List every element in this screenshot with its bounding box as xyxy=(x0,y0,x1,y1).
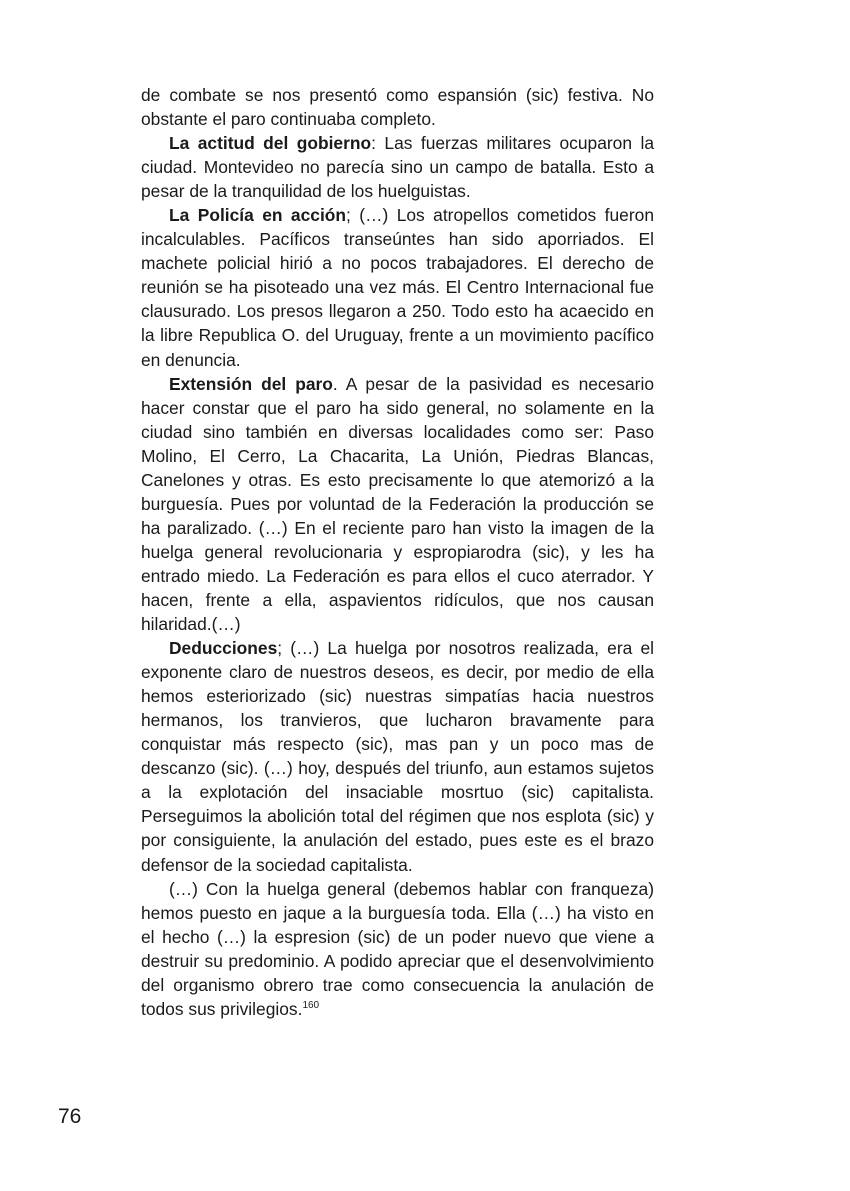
paragraph-text: : Las fuerzas militares ocuparon la ciudad. Montevideo no parecía sino un campo de batalla. Esto a pesar de la tranquilidad de los huelguistas. xyxy=(141,133,654,202)
paragraph-strike-extension xyxy=(141,372,654,637)
paragraph-police-action xyxy=(141,203,654,371)
paragraph-general-strike xyxy=(141,877,654,1021)
section-heading: La Policía en acción xyxy=(169,205,347,226)
paragraph-text: . A pesar de la pasividad es necesario hacer constar que el paro ha sido general, no solamente en la ciudad sino también en diversas localidades como ser: Paso Molino, El Cerro, La Chacarita, La Unión, Piedras Blancas, Canelones y otras. Es esto precisamente lo que atemorizó a la burguesía. Pues por voluntad de la Federación la producción se ha paralizado. (…) En el reciente paro han visto la imagen de la huelga general revolucionaria y espropiarodra (sic), y les ha entrado miedo. La Federación es para ellos el cuco aterrador. Y hacen, frente a ella, aspavientos ridículos, que nos causan hilaridad.(…) xyxy=(141,373,654,635)
paragraph-text: de combate se nos presentó como espansión (sic) festiva. No obstante el paro continuaba completo. xyxy=(141,85,654,130)
footnote-marker[interactable]: 160 xyxy=(302,999,320,1011)
paragraph-government-attitude xyxy=(141,131,654,203)
section-heading: Extensión del paro xyxy=(169,373,333,394)
paragraph-text: (…) Con la huelga general (debemos hablar con franqueza) hemos puesto en jaque a la burguesía toda. Ella (…) ha visto en el hecho (…) la espresion (sic) de un poder nuevo que viene a destruir su predominio. A podido apreciar que el desenvolvimiento del organismo obrero trae como consecuencia la anulación de todos sus privilegios. xyxy=(141,878,654,1019)
section-heading: La actitud del gobierno xyxy=(169,133,372,154)
page-number: 76 xyxy=(58,1105,82,1128)
paragraph-text: ; (…) Los atropellos cometidos fueron incalculables. Pacíficos transeúntes han sido aporriados. El machete policial hirió a no pocos trabajadores. El derecho de reunión se ha pisoteado una vez más. El Centro Internacional fue clausurado. Los presos llegaron a 250. Todo esto ha acaecido en la libre Republica O. del Uruguay, frente a un movimiento pacífico en denuncia. xyxy=(141,205,654,370)
body-text xyxy=(141,83,654,1021)
paragraph-combat-continuation xyxy=(141,83,654,131)
paragraph-deductions xyxy=(141,636,654,876)
paragraph-text: ; (…) La huelga por nosotros realizada, era el exponente claro de nuestros deseos, es decir, por medio de ella hemos esteriorizado (sic) nuestras simpatías hacia nuestros hermanos, los tranvieros, que lucharon bravamente para conquistar más respecto (sic), mas pan y un poco mas de descanzo (sic). (…) hoy, después del triunfo, aun estamos sujetos a la explotación del insaciable mosrtuo (sic) capitalista. Perseguimos la abolición total del régimen que nos esplota (sic) y por consiguiente, la anulación del estado, pues este es el brazo defensor de la sociedad capitalista. xyxy=(141,638,654,875)
section-heading: Deducciones xyxy=(169,638,278,659)
